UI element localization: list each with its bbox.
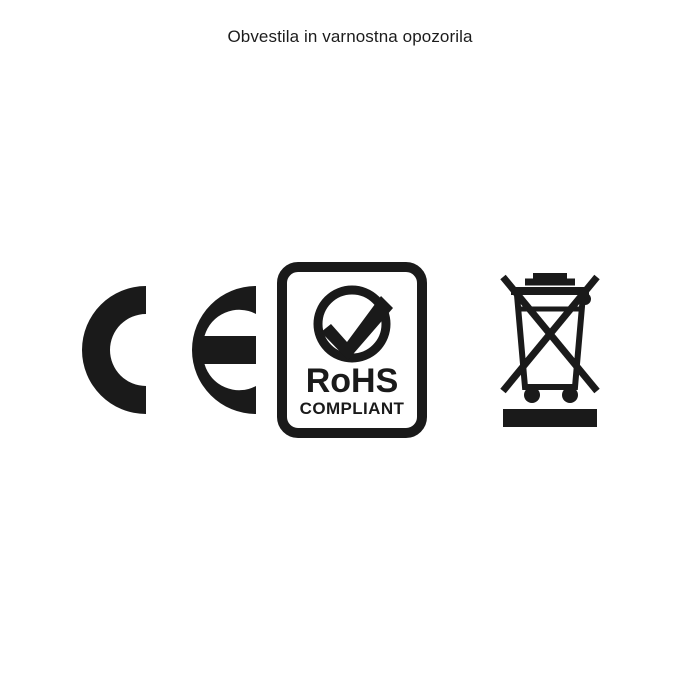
page-title: Obvestila in varnostna opozorila [227, 27, 473, 46]
ce-marking-icon [70, 260, 266, 440]
rohs-compliant-icon [277, 262, 427, 438]
rohs-compliant-label: COMPLIANT [299, 399, 405, 418]
crossed-out-wheelie-bin-icon [485, 265, 615, 435]
rohs-label: RoHS [305, 362, 399, 400]
compliance-marks-row [0, 255, 700, 445]
weee-mark [470, 260, 630, 440]
rohs-mark [272, 260, 432, 440]
ce-mark [70, 260, 266, 440]
